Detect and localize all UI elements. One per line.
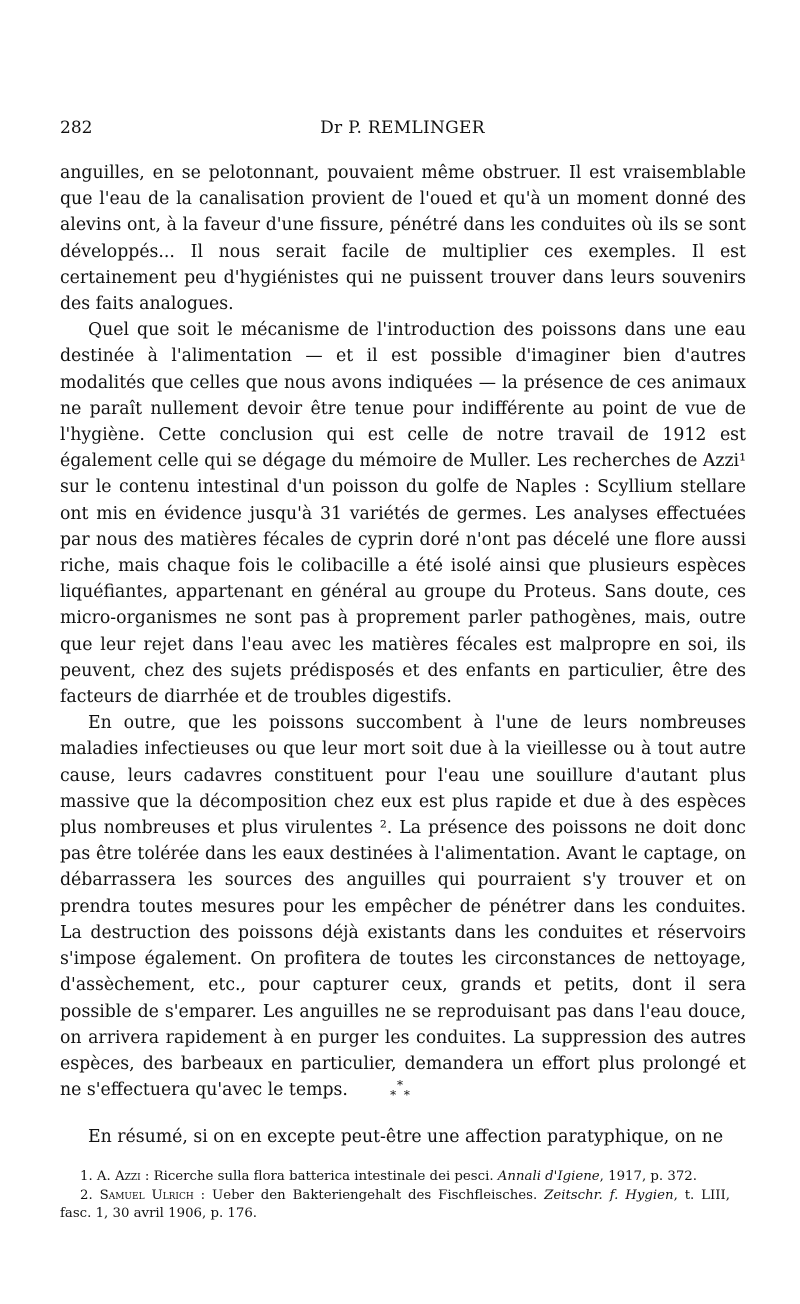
footnote-author: A. Azzi [96, 1169, 141, 1184]
asterisk-pair: * * [390, 1088, 410, 1102]
closing-line: En résumé, si on en excepte peut-être une affection paratyphique, on ne [88, 1127, 724, 1147]
section-separator [355, 1080, 445, 1110]
footnote-text: : Ueber den Bakteriengehalt des Fischfleisches. [193, 1187, 545, 1203]
footnote [60, 1187, 730, 1224]
footnote [60, 1168, 730, 1187]
footnote-author: Samuel Ulrich [99, 1187, 194, 1203]
footnotes [60, 1168, 730, 1224]
footnote-journal: Zeitschr. f. Hygien [544, 1187, 674, 1203]
running-head: Dr P. REMLINGER [320, 118, 485, 138]
footnote-ref: , t. LIII, fasc. 1, 30 avril 1906, p. 176. [60, 1187, 730, 1221]
body-text [60, 160, 746, 1103]
footnote-number: 2. [80, 1187, 93, 1203]
footnote-journal: Annali d'Igiene [497, 1169, 600, 1184]
page-header [60, 118, 745, 142]
paragraph: En outre, que les poissons succombent à l'une de leurs nombreuses maladies infectieuses ou que leur mort soit due à la vieillesse ou à tout autre cause, leurs cadavres constituent pour l'eau une souillure d'autant plus massive que la décomposition chez eux est plus rapide et due à des espèces plus nombreuses et plus virulentes ². La présence des poissons ne doit donc pas être tolérée dans les eaux destinées à l'alimentation. Avant le captage, on débarrassera les sources des anguilles qui pourraient s'y trouver et on prendra toutes mesures pour les empêcher de pénétrer dans les conduites. La destruction des poissons déjà existants dans les conduites et réservoirs s'impose également. On profitera de toutes les circonstances de nettoyage, d'assèchement, etc., pour capturer ceux, grands et petits, dont il sera possible de s'emparer. Les anguilles ne se reproduisant pas dans l'eau douce, on arrivera rapidement à en purger les conduites. La suppression des autres espèces, des barbeaux en particulier, demandera un effort plus prolongé et ne s'effectuera qu'avec le temps. [60, 713, 746, 1101]
footnote-number: 1. [80, 1169, 93, 1184]
paragraph: anguilles, en se pelotonnant, pouvaient même obstruer. Il est vraisemblable que l'eau de la canalisation provient de l'oued et qu'à un moment donné des alevins ont, à la faveur d'une fissure, pénétré dans les conduites où ils se sont développés... Il nous serait facile de multiplier ces exemples. Il est certainement peu d'hygiénistes qui ne puissent trouver dans leurs souvenirs des faits analogues. [60, 163, 746, 315]
paragraph: Quel que soit le mécanisme de l'introduction des poissons dans une eau destinée à l'alimentation — et il est possible d'imaginer bien d'autres modalités que celles que nous avons indiquées — la présence de ces animaux ne paraît nullement devoir être tenue pour indifférente au point de vue de l'hygiène. Cette conclusion qui est celle de notre travail de 1912 est également celle qui se dégage du mémoire de Muller. Les recherches de Azzi¹ sur le contenu intestinal d'un poisson du golfe de Naples : Scyllium stellare ont mis en évidence jusqu'à 31 variétés de germes. Les analyses effectuées par nous des matières fécales de cyprin doré n'ont pas décelé une flore aussi riche, mais chaque fois le colibacille a été isolé ainsi que plusieurs espèces liquéfiantes, appartenant en général au groupe du Proteus. Sans doute, ces micro-organismes ne sont pas à proprement parler pathogènes, mais, outre que leur rejet dans l'eau avec les matières fécales est malpropre en soi, ils peuvent, chez des sujets prédisposés et des enfants en particulier, être des facteurs de diarrhée et de troubles digestifs. [60, 320, 746, 708]
page-number: 282 [60, 118, 93, 138]
footnote-ref: , 1917, p. 372. [599, 1169, 697, 1184]
asterisk-top: * [397, 1078, 403, 1092]
footnote-text: : Ricerche sulla flora batterica intestinale dei pesci. [140, 1169, 498, 1184]
